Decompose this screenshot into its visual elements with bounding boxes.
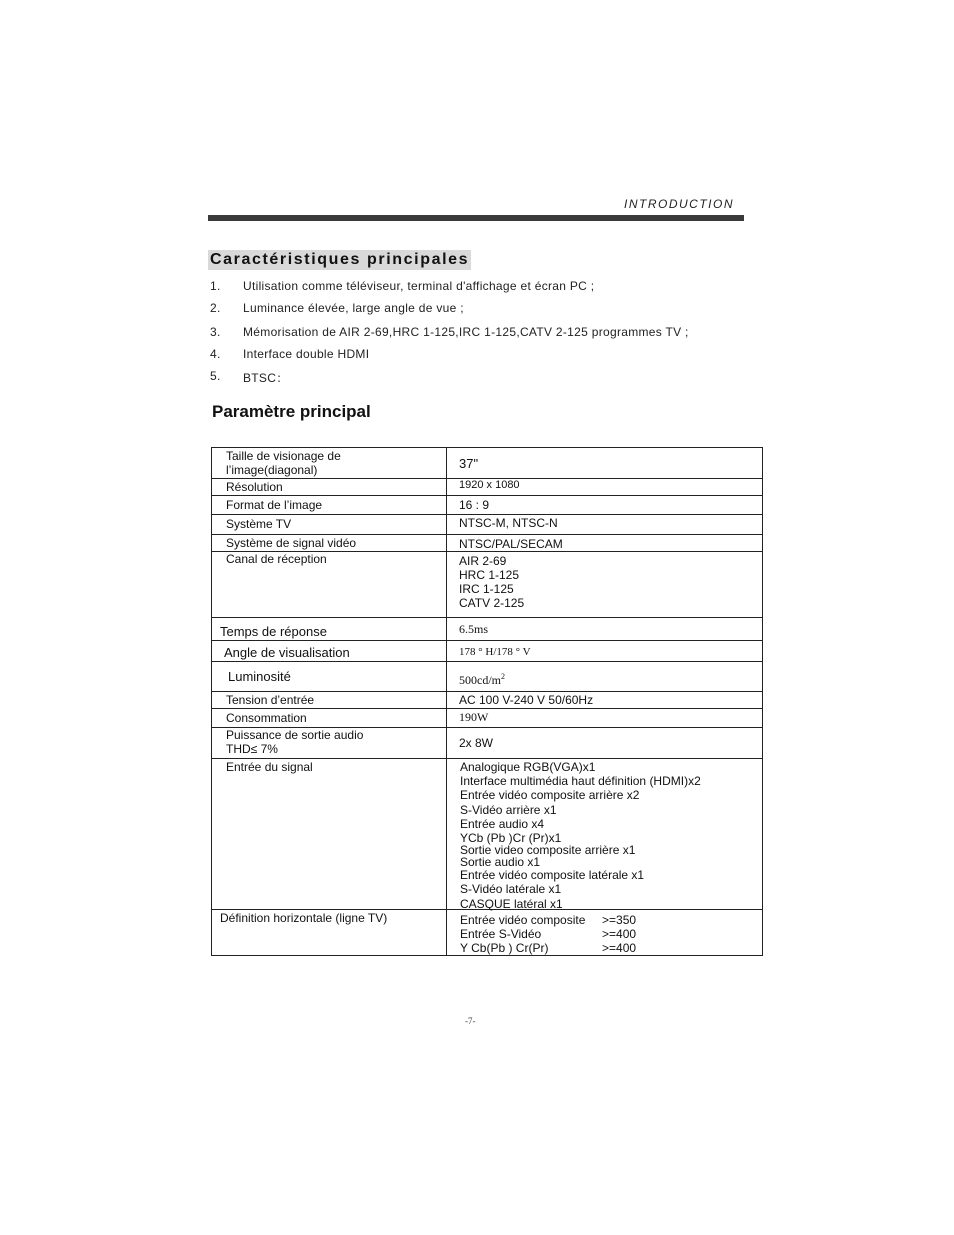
spec-value: NTSC-M, NTSC-N [459,516,558,530]
row-divider [212,640,762,641]
row-divider [212,708,762,709]
feature-number: 3. [210,325,221,339]
spec-value-list [460,760,701,911]
spec-label-line: Puissance de sortie audio [226,728,364,742]
signal-input: CASQUE latéral x1 [460,896,563,911]
signal-input: YCb (Pb )Cr (Pr)x1 [460,831,562,846]
feature-number: 5. [210,369,221,383]
row-divider [212,495,762,496]
channel-range: HRC 1-125 [459,568,520,582]
luminance-value: 500cd/m [459,673,501,687]
feature-text: Mémorisation de AIR 2-69,HRC 1-125,IRC 1-125,CATV 2-125 programmes TV ; [243,325,689,339]
lines-value: >=400 [602,927,637,941]
feature-text: BTSC： [243,371,289,385]
page-number: -7- [465,1016,476,1026]
spec-label: Consommation [226,711,307,725]
spec-label: Résolution [226,480,283,494]
channel-range: AIR 2-69 [459,554,507,568]
feature-number: 2. [210,301,221,315]
resolution-lines-grid [460,913,636,955]
spec-value: 6.5ms [459,622,489,636]
row-divider [212,617,762,618]
signal-input: S-Vidéo latérale x1 [460,882,562,897]
signal-input: Analogique RGB(VGA)x1 [460,760,596,774]
channel-range: CATV 2-125 [459,596,525,610]
spec-label: Entrée du signal [226,760,313,774]
spec-value: 190W [459,710,489,724]
feature-text: Utilisation comme téléviseur, terminal d'affichage et écran PC ; [243,279,595,293]
spec-label [226,728,363,756]
feature-number: 1. [210,279,221,293]
spec-value: AC 100 V-240 V 50/60Hz [459,693,594,707]
signal-input: Entrée vidéo composite latérale x1 [460,868,645,883]
signal-input: Entrée audio x4 [460,816,545,831]
channel-range: IRC 1-125 [459,582,514,596]
spec-table [211,447,763,956]
spec-label: Luminosité [228,669,291,684]
spec-label-line: l’image(diagonal) [226,463,318,477]
feature-number: 4. [210,347,221,361]
section-header: INTRODUCTION [624,197,734,211]
signal-input: Entrée vidéo composite arrière x2 [460,788,640,803]
signal-input: Sortie video composite arrière x1 [460,843,636,858]
spec-value [459,670,505,687]
row-divider [212,514,762,515]
spec-value: 2x 8W [459,736,494,750]
row-divider [212,661,762,662]
row-divider [212,758,762,759]
spec-label: Système TV [226,517,292,531]
unit-superscript: 2 [501,672,505,681]
lines-value: >=400 [602,941,637,955]
spec-label-line: Taille de visionage de [226,449,341,463]
spec-label-line: TH⁠D≤ 7% [226,742,278,756]
header-rule [208,215,744,221]
spec-value: 1920 x 1080 [459,479,520,491]
spec-value: 16 : 9 [459,498,490,512]
features-title: Caractéristiques principales [210,251,470,268]
row-divider [212,691,762,692]
input-type: Y Cb(Pb ) Cr(Pr) [460,941,549,955]
spec-value-list [459,554,524,610]
spec-label: Système de signal vidéo [226,536,357,550]
lines-value: >=350 [602,913,637,927]
feature-text: Luminance élevée, large angle de vue ; [243,301,464,315]
input-type: Entrée vidéo composite [460,913,586,927]
signal-input: Sortie audio x1 [460,855,541,870]
spec-value: 178 ° H/178 ° V [459,646,531,658]
signal-input: Interface multimédia haut définition (HDMI)x2 [460,774,701,789]
spec-label: Format de l’image [226,498,323,512]
spec-label: Canal de réception [226,552,327,566]
input-type: Entrée S-Vidéo [460,927,542,941]
spec-value: 37" [459,456,479,471]
spec-label: Tension d’entrée [226,693,315,707]
spec-label: Angle de visualisation [224,645,350,660]
spec-label [226,449,341,477]
params-title: Paramètre principal [212,402,371,421]
spec-value: NTSC/PAL/SECAM [459,537,563,551]
row-divider [212,534,762,535]
column-divider [446,448,447,955]
feature-text: Interface double HDMI [243,347,370,361]
spec-label: Définition horizontale (ligne TV) [220,911,388,925]
signal-input: S-Vidéo arrière x1 [460,802,557,817]
spec-label: Temps de réponse [220,624,327,639]
